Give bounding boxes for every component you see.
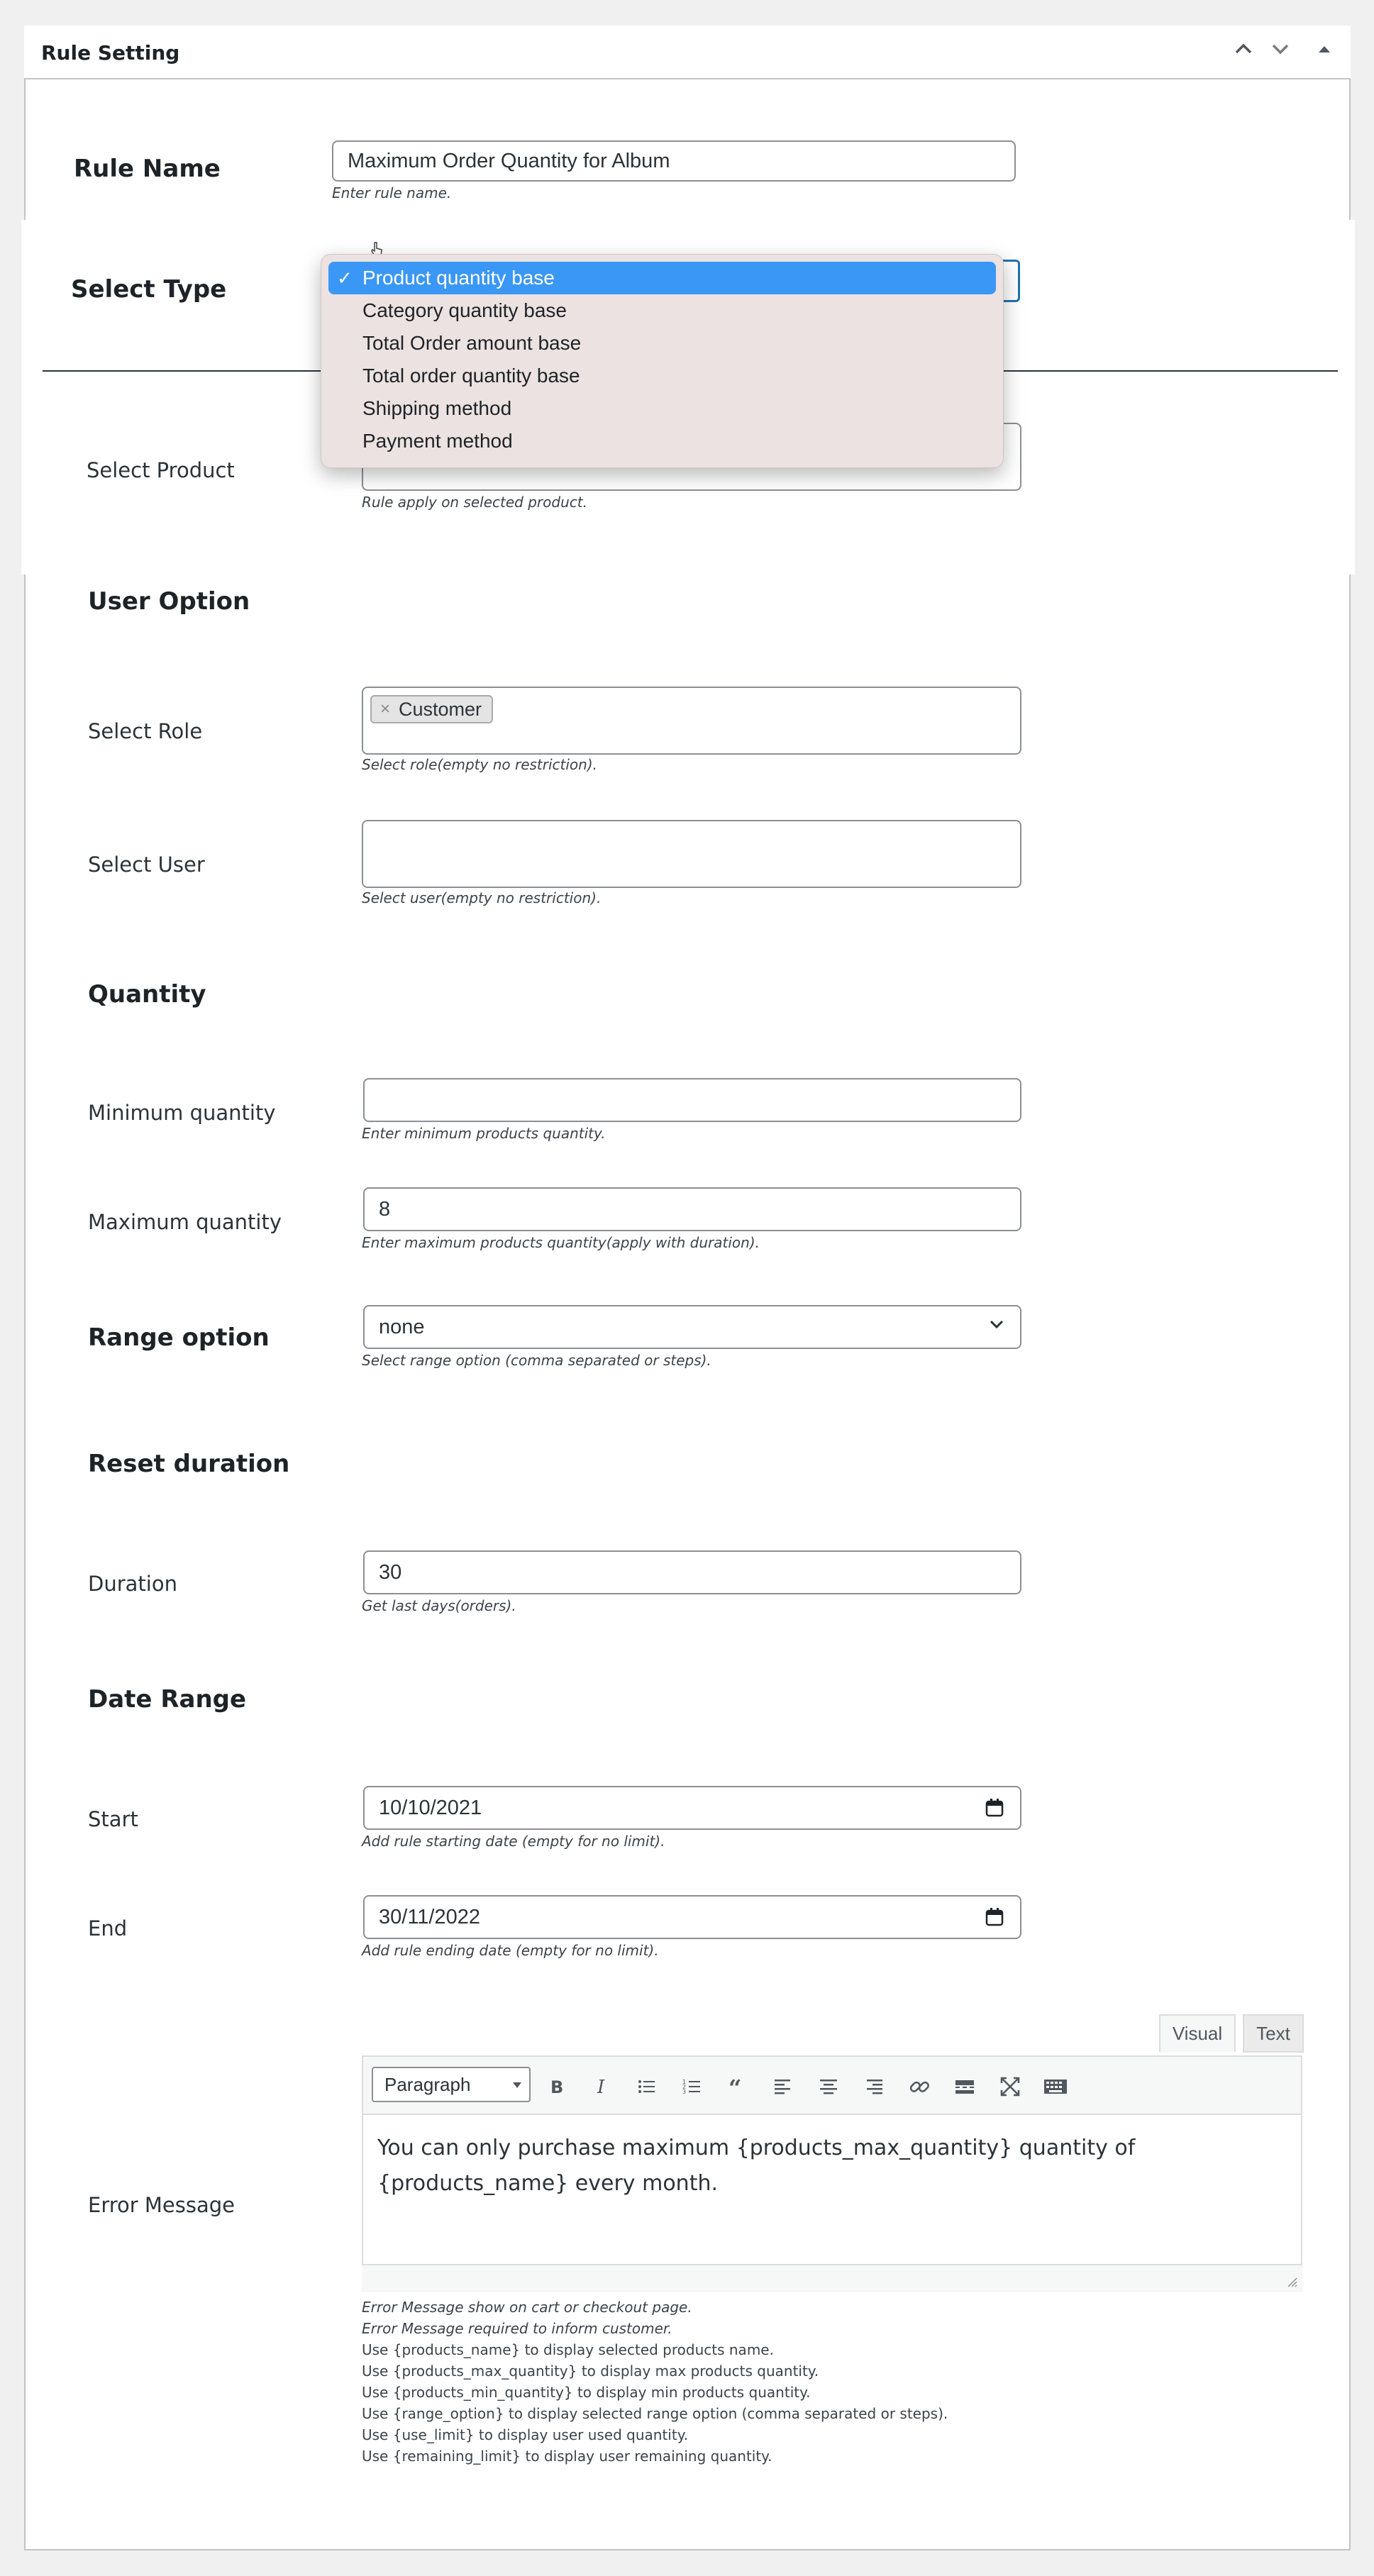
range-option-hint: Select range option (comma separated or steps). xyxy=(362,1352,711,1369)
select-type-label: Select Type xyxy=(71,275,227,304)
duration-label: Duration xyxy=(88,1572,177,1596)
hint-line: Error Message show on cart or checkout page. xyxy=(362,2299,692,2316)
max-quantity-label: Maximum quantity xyxy=(88,1210,282,1234)
svg-text:1: 1 xyxy=(682,2079,687,2085)
quantity-heading: Quantity xyxy=(88,980,206,1009)
select-role-label: Select Role xyxy=(88,719,203,743)
option-category-quantity-base[interactable]: Category quantity base xyxy=(362,299,567,321)
triangle-up-icon[interactable] xyxy=(1314,37,1335,67)
align-right-icon[interactable] xyxy=(860,2072,888,2101)
select-product-hint: Rule apply on selected product. xyxy=(362,494,587,511)
start-date-value: 10/10/2021 xyxy=(379,1796,482,1819)
resize-handle-icon[interactable] xyxy=(1285,2275,1298,2291)
hint-line: Use {products_max_quantity} to display max products quantity. xyxy=(362,2363,819,2380)
select-product-label: Select Product xyxy=(87,458,235,482)
end-date-label: End xyxy=(88,1916,128,1941)
rule-name-label: Rule Name xyxy=(74,155,221,183)
select-user-hint: Select user(empty no restriction). xyxy=(362,889,602,906)
format-value: Paragraph xyxy=(384,2073,471,2095)
bullet-list-icon[interactable] xyxy=(633,2072,661,2101)
start-date-label: Start xyxy=(88,1807,138,1831)
start-date-input[interactable] xyxy=(363,1786,1021,1830)
option-total-order-amount-base[interactable]: Total Order amount base xyxy=(362,332,582,354)
read-more-icon[interactable] xyxy=(951,2072,979,2101)
hint-line: Error Message required to inform customer. xyxy=(362,2320,672,2337)
max-quantity-input[interactable]: 8 xyxy=(363,1187,1021,1231)
reset-duration-heading: Reset duration xyxy=(88,1450,290,1478)
select-user-input[interactable] xyxy=(362,820,1021,888)
panel-header xyxy=(24,26,1351,79)
option-product-quantity-base[interactable]: ✓ Product quantity base xyxy=(328,262,996,294)
calendar-icon[interactable] xyxy=(985,1907,1004,1927)
hint-line: Use {use_limit} to display user used quantity. xyxy=(362,2426,689,2443)
min-quantity-label: Minimum quantity xyxy=(88,1101,276,1125)
svg-text:3: 3 xyxy=(682,2089,687,2095)
select-user-label: Select User xyxy=(88,853,205,877)
end-date-value: 30/11/2022 xyxy=(379,1905,480,1928)
numbered-list-icon[interactable] xyxy=(678,2072,707,2101)
svg-text:B: B xyxy=(550,2077,564,2097)
range-option-label: Range option xyxy=(88,1323,270,1352)
start-date-hint: Add rule starting date (empty for no limit). xyxy=(362,1833,665,1850)
format-select[interactable] xyxy=(372,2067,531,2102)
end-date-input[interactable] xyxy=(363,1895,1021,1939)
select-type-options[interactable] xyxy=(321,254,1004,468)
chevron-up-icon[interactable] xyxy=(1231,37,1256,67)
end-date-hint: Add rule ending date (empty for no limit). xyxy=(362,1942,659,1959)
fullscreen-icon[interactable] xyxy=(996,2072,1024,2101)
align-center-icon[interactable] xyxy=(814,2072,843,2101)
range-option-select[interactable] xyxy=(363,1305,1021,1349)
max-quantity-hint: Enter maximum products quantity(apply with duration). xyxy=(362,1234,760,1251)
duration-input[interactable]: 30 xyxy=(363,1550,1021,1594)
triangle-down-icon xyxy=(512,2081,522,2089)
min-quantity-hint: Enter minimum products quantity. xyxy=(362,1125,606,1142)
bold-icon[interactable] xyxy=(542,2072,570,2101)
hint-line: Use {products_min_quantity} to display min products quantity. xyxy=(362,2384,811,2401)
option-total-order-quantity-base[interactable]: Total order quantity base xyxy=(362,365,580,387)
role-tag[interactable]: × Customer xyxy=(370,695,493,723)
italic-icon[interactable] xyxy=(587,2072,616,2101)
toolbar-toggle-icon[interactable] xyxy=(1041,2072,1070,2101)
error-message-text[interactable]: You can only purchase maximum {products_max_quantity} quantity of {products_name} every month. xyxy=(377,2136,1136,2196)
tab-text[interactable]: Text xyxy=(1243,2014,1304,2053)
panel-title: Rule Setting xyxy=(41,41,180,65)
remove-tag-icon[interactable]: × xyxy=(380,699,391,718)
svg-text:I: I xyxy=(597,2077,605,2097)
range-option-value: none xyxy=(379,1315,425,1338)
check-icon: ✓ xyxy=(337,267,353,289)
date-range-heading: Date Range xyxy=(88,1685,247,1714)
duration-hint: Get last days(orders). xyxy=(362,1597,516,1614)
hint-line: Use {products_name} to display selected products name. xyxy=(362,2341,774,2358)
editor-statusbar xyxy=(362,2264,1302,2292)
select-role-hint: Select role(empty no restriction). xyxy=(362,756,598,773)
chevron-down-icon[interactable] xyxy=(1268,37,1292,67)
hint-line: Use {remaining_limit} to display user remaining quantity. xyxy=(362,2448,772,2465)
tab-visual[interactable]: Visual xyxy=(1159,2014,1236,2053)
align-left-icon[interactable] xyxy=(769,2072,797,2101)
user-option-heading: User Option xyxy=(88,587,250,616)
min-quantity-input[interactable] xyxy=(363,1078,1021,1122)
calendar-icon[interactable] xyxy=(985,1798,1004,1818)
error-message-label: Error Message xyxy=(88,2193,236,2217)
svg-text:“: “ xyxy=(728,2076,742,2097)
chevron-down-icon xyxy=(989,1316,1004,1332)
error-message-hints xyxy=(362,2297,1302,2467)
blockquote-icon[interactable] xyxy=(724,2072,752,2101)
rule-name-hint: Enter rule name. xyxy=(332,184,452,201)
link-icon[interactable] xyxy=(905,2072,933,2101)
hint-line: Use {range_option} to display selected range option (comma separated or steps). xyxy=(362,2405,948,2422)
option-payment-method[interactable]: Payment method xyxy=(362,430,513,452)
svg-text:2: 2 xyxy=(682,2084,687,2090)
option-shipping-method[interactable]: Shipping method xyxy=(362,397,512,419)
rule-name-input[interactable]: Maximum Order Quantity for Album xyxy=(332,140,1016,182)
